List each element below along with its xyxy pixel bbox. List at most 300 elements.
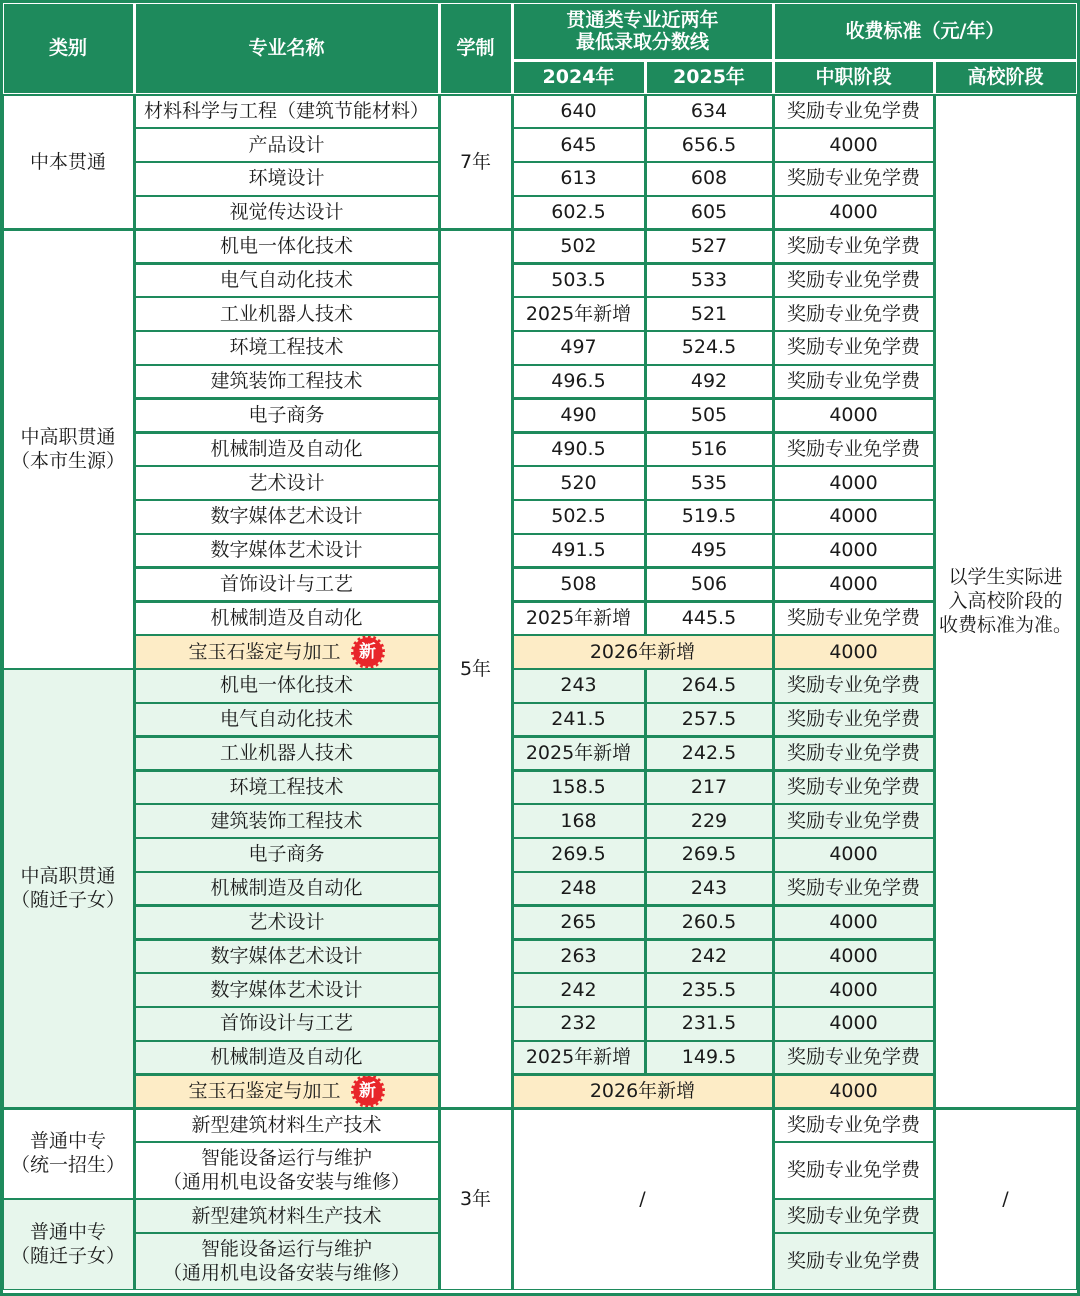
score-2025-cell-text: 231.5 bbox=[681, 1012, 737, 1035]
score-2024-cell bbox=[512, 466, 645, 500]
fee-secondary-cell bbox=[773, 128, 934, 162]
grid-line bbox=[134, 973, 439, 975]
grid-line bbox=[773, 162, 934, 164]
score-2024-cell bbox=[512, 297, 645, 331]
grid-line bbox=[645, 601, 647, 635]
grid-line bbox=[773, 736, 775, 770]
grid-line bbox=[645, 297, 647, 331]
major-name-cell-text: 建筑装饰工程技术 bbox=[210, 370, 363, 393]
major-name-cell-text: 数字媒体艺术设计 bbox=[210, 944, 363, 967]
grid-line bbox=[645, 331, 647, 365]
major-name-cell bbox=[134, 466, 439, 500]
major-name-cell bbox=[134, 500, 439, 534]
grid-line bbox=[439, 229, 441, 1108]
score-2024-cell bbox=[512, 871, 645, 905]
score-2024-cell-text: 640 bbox=[560, 99, 597, 122]
major-name-cell-text: 电子商务 bbox=[248, 404, 325, 427]
grid-line bbox=[773, 1074, 775, 1108]
grid-line bbox=[645, 466, 647, 500]
score-2024-cell-text: 508 bbox=[560, 573, 597, 596]
grid-line bbox=[645, 1007, 647, 1041]
grid-line bbox=[645, 905, 647, 939]
fee-secondary-cell-text: 奖励专业免学费 bbox=[786, 99, 920, 122]
grid-line bbox=[934, 1108, 1077, 1110]
fee-secondary-cell-text: 4000 bbox=[829, 505, 878, 528]
grid-line bbox=[512, 2, 514, 60]
major-name-cell-text: 艺术设计 bbox=[248, 911, 325, 934]
major-name-cell bbox=[134, 669, 439, 703]
score-2025-cell-text: 149.5 bbox=[681, 1046, 737, 1069]
major-name-cell bbox=[134, 229, 439, 263]
fee-secondary-cell bbox=[773, 1007, 934, 1041]
major-name-cell-text: 工业机器人技术 bbox=[219, 302, 353, 325]
grid-line bbox=[439, 1289, 512, 1291]
fee-secondary-cell bbox=[773, 635, 934, 669]
grid-line bbox=[773, 60, 775, 94]
fee-secondary-cell bbox=[773, 263, 934, 297]
header-fee-group-text: 收费标准（元/年） bbox=[845, 20, 1005, 42]
fee-secondary-cell-text: 奖励专业免学费 bbox=[786, 606, 920, 629]
outer-border bbox=[0, 0, 1080, 3]
grid-line bbox=[773, 229, 775, 263]
grid-line bbox=[773, 1007, 775, 1041]
score-2024-cell-text: 2025年新增 bbox=[525, 606, 632, 629]
header-year-2024-text: 2024年 bbox=[542, 66, 615, 88]
college-fee-note-cell-line: 以学生实际进 bbox=[948, 566, 1063, 588]
major-name-cell bbox=[134, 1040, 439, 1074]
score-2024-cell-text: 490 bbox=[560, 404, 597, 427]
grid-line bbox=[773, 500, 934, 502]
grid-line bbox=[773, 1142, 934, 1144]
grid-line bbox=[439, 2, 441, 94]
grid-line bbox=[773, 1233, 934, 1235]
fee-secondary-cell-text: 奖励专业免学费 bbox=[786, 167, 920, 190]
score-2024-cell-text: 242 bbox=[560, 978, 597, 1001]
grid-line bbox=[134, 736, 439, 738]
score-2025-cell bbox=[645, 331, 773, 365]
fee-secondary-cell bbox=[773, 533, 934, 567]
major-name-cell-text: 机电一体化技术 bbox=[219, 235, 353, 258]
score-2024-cell bbox=[512, 905, 645, 939]
grid-line bbox=[511, 229, 513, 1108]
major-name-cell bbox=[134, 1108, 439, 1142]
fee-secondary-cell-text: 4000 bbox=[829, 201, 878, 224]
score-2025-cell-text: 608 bbox=[690, 167, 728, 190]
grid-line bbox=[773, 364, 775, 398]
grid-line bbox=[772, 1108, 774, 1290]
grid-line bbox=[512, 635, 773, 637]
grid-line bbox=[773, 635, 934, 637]
major-name-cell bbox=[134, 635, 439, 669]
fee-secondary-cell-text: 奖励专业免学费 bbox=[786, 1204, 920, 1227]
grid-line bbox=[645, 939, 773, 941]
grid-line bbox=[645, 466, 773, 468]
grid-line bbox=[645, 500, 773, 502]
score-2024-cell bbox=[512, 229, 645, 263]
fee-secondary-cell bbox=[773, 1108, 934, 1142]
major-name-cell-text: 新型建筑材料生产技术 bbox=[191, 1204, 382, 1227]
grid-line bbox=[134, 1289, 439, 1291]
grid-line bbox=[773, 195, 775, 229]
score-2025-cell bbox=[645, 466, 773, 500]
fee-secondary-cell bbox=[773, 364, 934, 398]
grid-line bbox=[934, 60, 1077, 62]
score-2025-cell bbox=[645, 398, 773, 432]
grid-line bbox=[773, 500, 775, 534]
fee-secondary-cell-text: 4000 bbox=[829, 539, 878, 562]
major-name-cell bbox=[134, 94, 439, 128]
major-name-cell-text: 数字媒体艺术设计 bbox=[210, 505, 363, 528]
score-2025-cell bbox=[645, 94, 773, 128]
score-2025-cell bbox=[645, 567, 773, 601]
score-merged-cell-text: 2026年新增 bbox=[589, 640, 696, 663]
grid-line bbox=[645, 297, 773, 299]
grid-line bbox=[512, 770, 645, 772]
grid-line bbox=[773, 398, 934, 400]
grid-line bbox=[645, 871, 773, 873]
score-2024-cell bbox=[512, 939, 645, 973]
grid-line bbox=[773, 601, 934, 603]
category-cell bbox=[2, 1108, 134, 1199]
grid-line bbox=[512, 702, 645, 704]
grid-line bbox=[645, 702, 773, 704]
major-name-cell bbox=[134, 1199, 439, 1233]
fee-secondary-cell bbox=[773, 195, 934, 229]
score-merged-cell bbox=[512, 635, 773, 669]
grid-line bbox=[134, 669, 439, 671]
score-2025-cell bbox=[645, 364, 773, 398]
grid-line bbox=[512, 500, 645, 502]
score-2024-cell bbox=[512, 669, 645, 703]
grid-line bbox=[773, 533, 934, 535]
grid-line bbox=[645, 736, 773, 738]
grid-line bbox=[773, 1040, 934, 1042]
major-name-cell bbox=[134, 263, 439, 297]
score-2024-cell-text: 645 bbox=[560, 133, 597, 156]
grid-line bbox=[645, 973, 773, 975]
grid-line bbox=[512, 1108, 773, 1110]
major-name-cell bbox=[134, 1007, 439, 1041]
grid-line bbox=[512, 432, 645, 434]
score-2024-cell-text: 496.5 bbox=[551, 370, 606, 393]
score-2024-cell-text: 265 bbox=[560, 911, 597, 934]
score-2024-cell bbox=[512, 567, 645, 601]
score-2025-cell bbox=[645, 669, 773, 703]
grid-line bbox=[645, 128, 647, 162]
category-cell bbox=[2, 94, 134, 229]
grid-line bbox=[934, 94, 1077, 96]
score-2025-cell bbox=[645, 804, 773, 838]
fee-secondary-cell-text: 4000 bbox=[829, 978, 878, 1001]
score-2024-cell-text: 158.5 bbox=[551, 775, 606, 798]
grid-line bbox=[773, 364, 934, 366]
grid-line bbox=[134, 128, 439, 130]
grid-line bbox=[645, 669, 647, 703]
major-name-cell bbox=[134, 601, 439, 635]
major-name-cell-text: 机电一体化技术 bbox=[219, 674, 353, 697]
fee-secondary-cell bbox=[773, 466, 934, 500]
header-major-name bbox=[134, 2, 439, 94]
fee-secondary-cell bbox=[773, 1040, 934, 1074]
score-2025-cell-text: 656.5 bbox=[681, 133, 737, 156]
grid-line bbox=[773, 601, 775, 635]
grid-line bbox=[512, 364, 645, 366]
grid-line bbox=[2, 1199, 134, 1201]
major-name-cell-text: 环境工程技术 bbox=[229, 336, 344, 359]
grid-line bbox=[645, 195, 647, 229]
grid-line bbox=[773, 702, 775, 736]
score-2024-cell bbox=[512, 770, 645, 804]
major-name-cell bbox=[134, 973, 439, 1007]
grid-line bbox=[645, 973, 647, 1007]
score-2025-cell-text: 260.5 bbox=[681, 911, 737, 934]
outer-border bbox=[1077, 0, 1080, 1296]
outer-border bbox=[0, 0, 3, 1296]
grid-line bbox=[645, 770, 647, 804]
category-cell bbox=[2, 1199, 134, 1290]
major-name-cell bbox=[134, 567, 439, 601]
score-2025-cell-text: 235.5 bbox=[681, 978, 737, 1001]
grid-line bbox=[2, 669, 134, 671]
score-2025-cell-text: 506 bbox=[690, 573, 728, 596]
grid-line bbox=[773, 838, 934, 840]
grid-line bbox=[512, 466, 645, 468]
score-2024-cell bbox=[512, 973, 645, 1007]
fee-secondary-cell-text: 奖励专业免学费 bbox=[786, 336, 920, 359]
grid-line bbox=[773, 533, 775, 567]
grid-line bbox=[133, 1199, 135, 1290]
score-2024-cell-text: 269.5 bbox=[551, 843, 606, 866]
major-name-cell-text: 机械制造及自动化 bbox=[210, 1046, 363, 1069]
score-2024-cell-text: 497 bbox=[560, 336, 597, 359]
grid-line bbox=[773, 736, 934, 738]
category-cell-line: 普通中专 bbox=[29, 1221, 106, 1244]
header-fee-secondary bbox=[773, 60, 934, 94]
grid-line bbox=[645, 770, 773, 772]
major-name-cell bbox=[134, 736, 439, 770]
major-name-cell-text: 产品设计 bbox=[248, 133, 325, 156]
score-2024-cell bbox=[512, 838, 645, 872]
header-fee-college-text: 高校阶段 bbox=[967, 66, 1044, 88]
grid-line bbox=[133, 1108, 135, 1199]
grid-line bbox=[773, 567, 934, 569]
fee-secondary-cell bbox=[773, 804, 934, 838]
header-score-group-line: 最低录取分数线 bbox=[575, 31, 709, 53]
category-cell-line: （本市生源） bbox=[10, 449, 125, 472]
category-cell-line: （统一招生） bbox=[10, 1154, 125, 1177]
score-2024-cell-text: 602.5 bbox=[551, 201, 606, 224]
grid-line bbox=[773, 263, 775, 297]
header-year-2024 bbox=[512, 60, 645, 94]
grid-line bbox=[645, 162, 647, 196]
vocational-college-fee-cell-text: / bbox=[1002, 1187, 1009, 1210]
grid-line bbox=[645, 398, 773, 400]
score-2024-cell bbox=[512, 364, 645, 398]
fee-secondary-cell-text: 4000 bbox=[829, 944, 878, 967]
fee-secondary-cell-text: 4000 bbox=[829, 133, 878, 156]
header-year-2025 bbox=[645, 60, 773, 94]
major-name-cell bbox=[134, 364, 439, 398]
grid-line bbox=[512, 567, 645, 569]
fee-secondary-cell bbox=[773, 500, 934, 534]
grid-line bbox=[773, 1040, 775, 1074]
major-name-cell-line: 智能设备运行与维护 bbox=[200, 1147, 372, 1170]
score-2024-cell-text: 2025年新增 bbox=[525, 742, 632, 765]
grid-line bbox=[773, 297, 934, 299]
grid-line bbox=[773, 466, 775, 500]
grid-line bbox=[645, 128, 773, 130]
score-2025-cell-text: 445.5 bbox=[681, 606, 737, 629]
fee-secondary-cell-text: 4000 bbox=[829, 843, 878, 866]
major-name-cell-text: 建筑装饰工程技术 bbox=[210, 809, 363, 832]
score-2025-cell bbox=[645, 702, 773, 736]
header-fee-group bbox=[773, 2, 1077, 60]
duration-5yr-cell-text: 5年 bbox=[459, 657, 492, 680]
major-name-cell bbox=[134, 905, 439, 939]
major-name-cell bbox=[134, 804, 439, 838]
score-2024-cell-text: 243 bbox=[560, 674, 597, 697]
grid-line bbox=[645, 905, 773, 907]
fee-secondary-cell bbox=[773, 1074, 934, 1108]
grid-line bbox=[512, 838, 645, 840]
grid-line bbox=[2, 94, 134, 96]
grid-line bbox=[134, 871, 439, 873]
score-2025-cell-text: 242.5 bbox=[681, 742, 737, 765]
grid-line bbox=[134, 635, 439, 637]
grid-line bbox=[645, 432, 773, 434]
grid-line bbox=[773, 1289, 934, 1291]
grid-line bbox=[645, 567, 647, 601]
grid-line bbox=[773, 635, 775, 669]
grid-line bbox=[934, 60, 936, 94]
grid-line bbox=[512, 1108, 514, 1290]
grid-line bbox=[773, 128, 775, 162]
grid-line bbox=[773, 162, 775, 196]
fee-secondary-cell-text: 奖励专业免学费 bbox=[786, 742, 920, 765]
vocational-scores-cell-text: / bbox=[639, 1187, 646, 1210]
score-2025-cell bbox=[645, 297, 773, 331]
grid-line bbox=[134, 770, 439, 772]
grid-line bbox=[645, 263, 773, 265]
fee-secondary-cell-text: 4000 bbox=[829, 911, 878, 934]
grid-line bbox=[511, 94, 513, 229]
grid-line bbox=[773, 229, 934, 231]
grid-line bbox=[645, 364, 773, 366]
grid-line bbox=[645, 871, 647, 905]
grid-line bbox=[134, 567, 439, 569]
score-2025-cell-text: 505 bbox=[690, 404, 728, 427]
grid-line bbox=[773, 567, 775, 601]
major-name-cell bbox=[134, 939, 439, 973]
score-2024-cell bbox=[512, 195, 645, 229]
grid-line bbox=[645, 94, 647, 128]
major-name-cell bbox=[134, 128, 439, 162]
score-2025-cell bbox=[645, 939, 773, 973]
grid-line bbox=[645, 432, 647, 466]
score-2024-cell-text: 613 bbox=[560, 167, 597, 190]
grid-line bbox=[773, 331, 775, 365]
major-name-cell-text: 宝玉石鉴定与加工 bbox=[188, 640, 341, 663]
score-2024-cell bbox=[512, 500, 645, 534]
header-category bbox=[2, 2, 134, 94]
fee-secondary-cell-text: 奖励专业免学费 bbox=[786, 268, 920, 291]
grid-line bbox=[934, 94, 936, 1108]
fee-secondary-cell-text: 奖励专业免学费 bbox=[786, 235, 920, 258]
grid-line bbox=[773, 297, 775, 331]
grid-line bbox=[512, 263, 645, 265]
fee-secondary-cell bbox=[773, 736, 934, 770]
fee-secondary-cell-text: 奖励专业免学费 bbox=[786, 437, 920, 460]
score-2024-cell bbox=[512, 736, 645, 770]
grid-line bbox=[439, 94, 441, 229]
fee-secondary-cell bbox=[773, 94, 934, 128]
grid-line bbox=[512, 1074, 773, 1076]
fee-secondary-cell bbox=[773, 1199, 934, 1233]
grid-line bbox=[645, 60, 773, 62]
grid-line bbox=[133, 94, 135, 229]
score-2024-cell bbox=[512, 702, 645, 736]
header-major-name-text: 专业名称 bbox=[248, 37, 325, 59]
major-name-cell-line: （通用机电设备安装与维修） bbox=[162, 1262, 410, 1285]
major-name-cell bbox=[134, 838, 439, 872]
grid-line bbox=[512, 871, 645, 873]
score-2025-cell-text: 257.5 bbox=[681, 708, 737, 731]
grid-line bbox=[134, 1199, 439, 1201]
major-name-cell bbox=[134, 331, 439, 365]
header-fee-secondary-text: 中职阶段 bbox=[815, 66, 892, 88]
new-badge-icon: 新 bbox=[351, 635, 385, 669]
score-2025-cell-text: 217 bbox=[690, 775, 728, 798]
major-name-cell-text: 电气自动化技术 bbox=[219, 708, 353, 731]
fee-secondary-cell-text: 奖励专业免学费 bbox=[786, 775, 920, 798]
fee-secondary-cell-text: 4000 bbox=[829, 573, 878, 596]
score-2024-cell-text: 503.5 bbox=[551, 268, 606, 291]
grid-line bbox=[773, 804, 775, 838]
grid-line bbox=[134, 1233, 439, 1235]
score-2024-cell bbox=[512, 1040, 645, 1074]
major-name-cell-text: 数字媒体艺术设计 bbox=[210, 978, 363, 1001]
grid-line bbox=[2, 1289, 134, 1291]
score-2024-cell-text: 502 bbox=[560, 235, 597, 258]
grid-line bbox=[773, 263, 934, 265]
grid-line bbox=[773, 905, 775, 939]
score-2025-cell bbox=[645, 500, 773, 534]
grid-line bbox=[934, 1108, 936, 1290]
grid-line bbox=[134, 500, 439, 502]
score-2025-cell bbox=[645, 1040, 773, 1074]
grid-line bbox=[512, 973, 645, 975]
score-2025-cell bbox=[645, 1007, 773, 1041]
grid-line bbox=[645, 567, 773, 569]
grid-line bbox=[134, 331, 439, 333]
score-2024-cell-text: 241.5 bbox=[551, 708, 606, 731]
score-2024-cell-text: 502.5 bbox=[551, 505, 606, 528]
grid-line bbox=[134, 533, 439, 535]
grid-line bbox=[134, 195, 439, 197]
grid-line bbox=[512, 804, 645, 806]
grid-line bbox=[512, 533, 645, 535]
grid-line bbox=[512, 60, 645, 62]
major-name-cell bbox=[134, 871, 439, 905]
grid-line bbox=[134, 432, 439, 434]
fee-secondary-cell bbox=[773, 1233, 934, 1290]
score-merged-cell-text: 2026年新增 bbox=[589, 1080, 696, 1103]
major-name-cell-text: 数字媒体艺术设计 bbox=[210, 539, 363, 562]
score-2025-cell-text: 634 bbox=[690, 99, 728, 122]
grid-line bbox=[934, 1289, 1077, 1291]
college-fee-note-cell bbox=[934, 94, 1077, 1108]
grid-line bbox=[645, 398, 647, 432]
